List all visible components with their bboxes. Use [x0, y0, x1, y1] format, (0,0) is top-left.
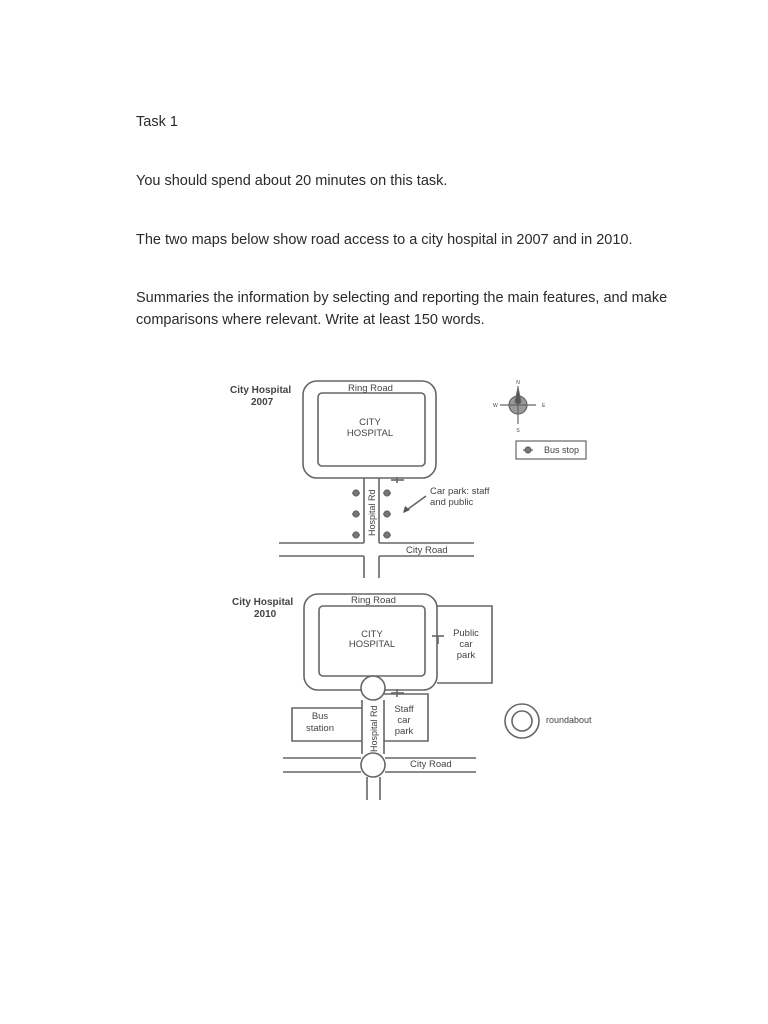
staff-car-park-label-line2: car: [397, 715, 411, 726]
public-car-park-label-line3: park: [456, 650, 476, 661]
map-2010: [283, 594, 492, 800]
compass-w: W: [493, 403, 498, 409]
bus-stop-icon: [383, 511, 391, 517]
task-title: Task 1: [136, 114, 178, 130]
ring-road-label-2007: Ring Road: [348, 383, 393, 394]
map-2010-year: 2010: [254, 609, 277, 620]
task-instructions: Summaries the information by selecting and reporting the main features, and make comparisons where relevant. Write at least 150 words.: [136, 290, 668, 328]
hospital-label-2010-line2: HOSPITAL: [348, 639, 396, 650]
roundabout-top: [361, 676, 385, 700]
car-park-label-2007-line2: and public: [430, 497, 474, 508]
hospital-label-2007-line2: HOSPITAL: [346, 428, 394, 439]
task-time-instruction: You should spend about 20 minutes on this task.: [136, 173, 448, 189]
hospital-label-2007: CITY: [359, 417, 381, 428]
map-2007-title: City Hospital: [230, 385, 292, 396]
compass-e: E: [542, 403, 546, 409]
task-description: The two maps below show road access to a city hospital in 2007 and in 2010.: [136, 232, 633, 248]
public-car-park-label: Public: [453, 628, 479, 639]
bus-stop-icon: [352, 511, 360, 517]
bus-station-label-line2: station: [306, 723, 334, 734]
compass-icon: [500, 386, 536, 424]
city-road-label-2007: City Road: [406, 545, 448, 556]
map-2010-title: City Hospital: [232, 597, 294, 608]
car-park-label-2007: Car park: staff: [430, 486, 490, 497]
map-2007-year: 2007: [251, 397, 274, 408]
bus-stop-icon: [383, 532, 391, 538]
staff-car-park-label: Staff: [394, 704, 414, 715]
ring-road-label-2010: Ring Road: [351, 595, 396, 606]
city-road-label-2010: City Road: [410, 759, 452, 770]
roundabout-icon: [505, 704, 539, 738]
public-car-park-label-line2: car: [459, 639, 473, 650]
bus-stop-icon: [523, 447, 533, 453]
compass-s: S: [516, 428, 520, 434]
bus-stop-icon: [383, 490, 391, 496]
legend-roundabout-label: roundabout: [546, 715, 592, 725]
hospital-rd-label-2007: Hospital Rd: [367, 489, 377, 536]
roundabout-bottom: [361, 753, 385, 777]
compass-n: N: [516, 380, 520, 386]
staff-car-park-label-line3: park: [394, 726, 414, 737]
hospital-rd-label-2010: Hospital Rd: [369, 705, 379, 752]
bus-stop-icon: [352, 490, 360, 496]
bus-station-label: Bus: [311, 711, 329, 722]
bus-stop-icon: [352, 532, 360, 538]
hospital-label-2010: CITY: [361, 629, 383, 640]
legend-bus-stop-label: Bus stop: [544, 445, 580, 455]
